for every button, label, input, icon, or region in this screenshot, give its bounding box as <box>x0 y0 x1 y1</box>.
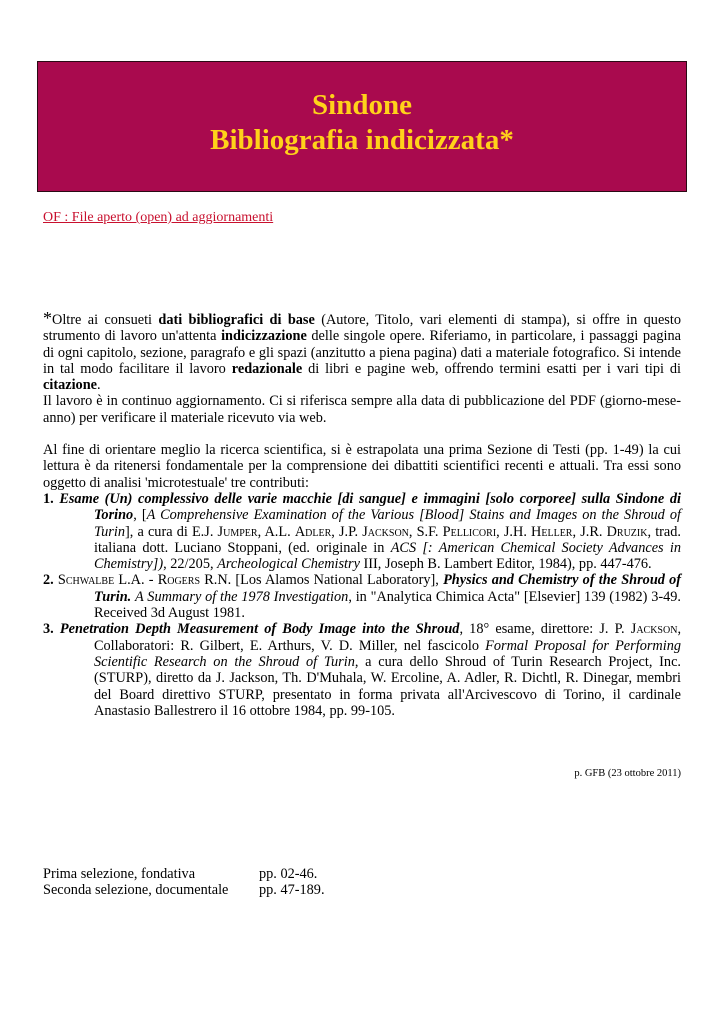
selection-label: Seconda selezione, documentale <box>43 882 229 898</box>
title-line-2: Bibliografia indicizzata* <box>210 124 514 156</box>
title-banner <box>37 61 687 192</box>
open-file-note: OF : File aperto (open) ad aggiornamenti <box>43 210 274 225</box>
selection-row <box>43 882 325 899</box>
document-body <box>43 310 681 719</box>
signature-date: p. GFB (23 ottobre 2011) <box>574 768 681 779</box>
contributions-intro: Al fine di orientare meglio la ricerca scientifica, si è estrapolata una prima Sezione di Testi (pp. 1-49) la cui lettura è da ritenersi fondamentale per la comprensione dei dibattiti scientifici recenti e attuali. Tra essi sono oggetto di analisi 'microtestuale' tre contributi: <box>43 442 681 491</box>
bibliography-item-2: 2. Schwalbe L.A. - Rogers R.N. [Los Alamos National Laboratory], Physics and Chemistry of the Shroud of Turin. A Summary of the 1978 Investigation, in "Analytica Chimica Acta" [Elsevier] 139 (1982) 3-49. Received 3d August 1981. <box>43 572 682 622</box>
update-paragraph: Il lavoro è in continuo aggiornamento. Ci si riferisca sempre alla data di pubblicazione del PDF (giorno-mese-anno) per verificare il materiale ricevuto via web. <box>43 393 681 426</box>
bibliography-item-1: 1. Esame (Un) complessivo delle varie macchie [di sangue] e immagini [solo corporee] sulla Sindone di Torino, [A Comprehensive Examination of the Various [Blood] Stains and Images on the Shroud of Turin], a cura di E.J. Jumper, A.L. Adler, J.P. Jackson, S.F. Pellicori, J.H. Heller, J.R. Druzik, trad. italiana dott. Luciano Stoppani, (ed. originale in ACS [: American Chemical Society Advances in Chemistry]), 22/205, Archeological Chemistry III, Joseph B. Lambert Editor, 1984), pp. 447-476. <box>43 490 682 573</box>
intro-paragraph: *Oltre ai consueti dati bibliografici di base (Autore, Titolo, vari elementi di stampa), si offre in questo strumento di lavoro un'attenta indicizzazione delle singole opere. Riferiamo, in particolare, i passaggi pagina di ogni capitolo, sezione, paragrafo e gli spazi (anzitutto a piena pagina) dati a materiale fotografico. Si intende in tal modo facilitare il lavoro redazionale di libri e pagine web, offrendo termini esatti per i vari tipi di citazione. <box>43 308 682 394</box>
bibliography-item-3: 3. Penetration Depth Measurement of Body Image into the Shroud, 18° esame, direttore: J. P. Jackson, Collaboratori: R. Gilbert, E. Arthurs, V. D. Miller, nel fascicolo Formal Proposal for Performing Scientific Research on the Shroud of Turin, a cura dello Shroud of Turin Research Project, Inc. (STURP), diretto da J. Jackson, Th. D'Muhala, W. Ercoline, A. Adler, R. Dichtl, R. Dinegar, membri del Board direttivo STURP, presentato in forma privata all'Arcivescovo di Torino, il cardinale Anastasio Ballestrero il 16 ottobre 1984, pp. 99-105. <box>43 621 682 719</box>
selection-label: Prima selezione, fondativa <box>43 866 196 882</box>
title-line-1: Sindone <box>312 89 412 121</box>
selection-row <box>43 866 318 883</box>
selection-pages: pp. 47-189. <box>259 882 325 898</box>
selection-pages: pp. 02-46. <box>259 866 318 882</box>
